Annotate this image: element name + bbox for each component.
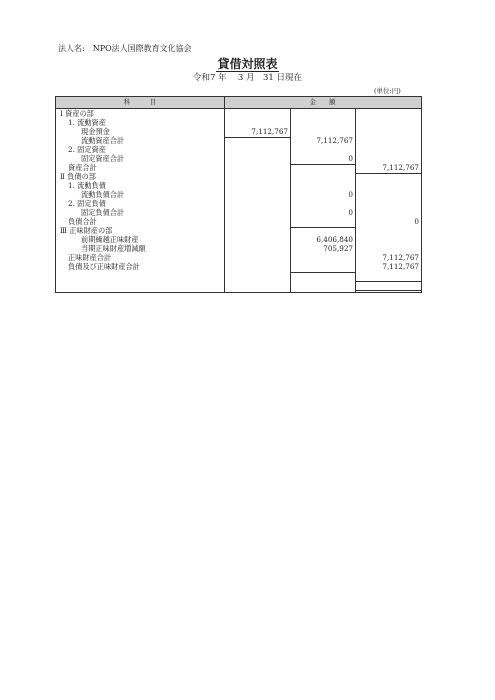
amount-col2: 705,927 — [323, 244, 353, 253]
amount-col1: 7,112,767 — [251, 127, 288, 136]
row-label: 1. 流動負債 — [68, 181, 106, 190]
amount-col2: 0 — [348, 154, 353, 163]
column-header-item: 科 目 — [56, 97, 225, 108]
col3-underline-net-assets — [355, 281, 421, 282]
row-label: 資産合計 — [68, 163, 97, 172]
row-label: Ⅲ 正味財産の部 — [60, 226, 113, 235]
row-label: 前期繰越正味財産 — [81, 235, 139, 244]
row-label: 1. 流動資産 — [68, 118, 106, 127]
amount-col3: 0 — [414, 217, 419, 226]
row-label: 固定負債合計 — [81, 208, 125, 217]
row-label: Ⅰ 資産の部 — [60, 109, 94, 118]
row-label: 現金預金 — [81, 127, 110, 136]
row-label: 負債合計 — [68, 217, 97, 226]
amount-col2: 0 — [348, 208, 353, 217]
document-title-text: 貸借対照表 — [217, 57, 278, 71]
col2-underline-net-assets — [290, 272, 355, 273]
amount-col3: 7,112,767 — [382, 253, 419, 262]
col3-underline-assets — [355, 173, 421, 174]
amount-col3: 7,112,767 — [382, 262, 419, 271]
row-label: 固定資産合計 — [81, 154, 125, 163]
row-label: Ⅱ 負債の部 — [60, 172, 96, 181]
amount-col2: 7,112,767 — [316, 136, 353, 145]
balance-sheet-table — [55, 96, 422, 293]
col1-underline-current-assets — [224, 137, 290, 138]
row-label: 正味財産合計 — [68, 253, 112, 262]
col2-underline-liabilities — [290, 227, 355, 228]
as-of-date: 令和7 年 3 月 31 日現在 — [193, 73, 302, 83]
row-label: 2. 固定資産 — [68, 145, 106, 154]
row-label: 2. 固定負債 — [68, 199, 106, 208]
corporation-name: 法人名: NPO法人国際教育文化協会 — [58, 44, 192, 53]
amount-col2: 0 — [348, 190, 353, 199]
row-label: 当期正味財産増減額 — [81, 244, 146, 253]
table-header — [56, 97, 421, 109]
amount-col3: 7,112,767 — [382, 163, 419, 172]
row-label: 流動負債合計 — [81, 190, 125, 199]
column-header-amount: 金 額 — [309, 98, 336, 106]
row-label: 負債及び正味財産合計 — [68, 262, 140, 271]
row-label: 流動資産合計 — [81, 136, 125, 145]
amount-col2: 6,406,840 — [316, 235, 353, 244]
col2-underline-assets — [290, 164, 355, 165]
document-title — [0, 55, 495, 72]
col3-double-line-top — [355, 290, 421, 291]
unit-label: (単位:円) — [374, 87, 401, 95]
